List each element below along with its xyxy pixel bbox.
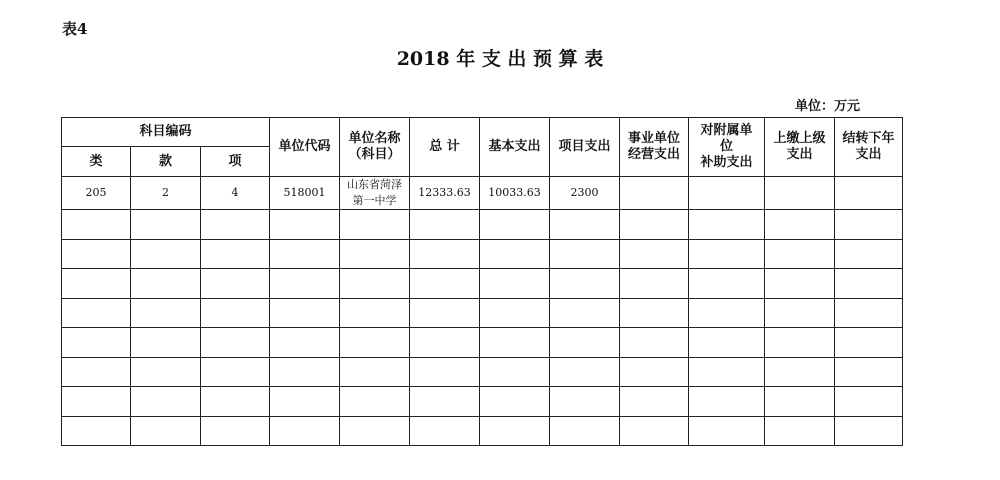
empty-row: [62, 357, 903, 387]
cell-upper: [765, 177, 835, 210]
header-business-expenditure: [620, 118, 689, 177]
cell-carry: [835, 177, 903, 210]
header-carry-line1: 结转下年: [842, 131, 895, 146]
empty-row: [62, 416, 903, 446]
cell-class: 205: [62, 177, 131, 210]
cell-basic: 10033.63: [480, 177, 550, 210]
table-row: [62, 177, 903, 210]
empty-row: [62, 328, 903, 358]
header-business-line1: 事业单位: [627, 131, 680, 146]
cell-total: 12333.63: [410, 177, 480, 210]
header-item: 项: [201, 147, 270, 177]
header-subsidy-expenditure: [689, 118, 765, 177]
header-subsidy-line1: 对附属单: [700, 123, 753, 138]
cell-project: 2300: [550, 177, 620, 210]
header-upper-expenditure: [765, 118, 835, 177]
header-business-line2: 经营支出: [627, 147, 680, 162]
header-subsidy-line3: 补助支出: [700, 155, 753, 170]
header-project-expenditure: 项目支出: [550, 118, 620, 177]
table-number: 表4: [62, 20, 88, 38]
header-subject-code: 科目编码: [62, 118, 270, 147]
header-unit-name: [340, 118, 410, 177]
header-class: 类: [62, 147, 131, 177]
empty-row: [62, 298, 903, 328]
empty-row: [62, 210, 903, 240]
cell-unit-name-line1: 山东省菏泽: [347, 178, 402, 191]
header-total: 总 计: [410, 118, 480, 177]
empty-row: [62, 239, 903, 269]
cell-unit-name: [340, 177, 410, 210]
cell-subsidy: [689, 177, 765, 210]
header-unit-name-line2: （科目）: [348, 147, 401, 162]
cell-unit-code: 518001: [270, 177, 340, 210]
header-upper-line2: 支出: [786, 147, 813, 162]
header-carry-forward-expenditure: [835, 118, 903, 177]
unit-note: 单位：万元: [795, 99, 861, 114]
header-upper-line1: 上缴上级: [773, 131, 826, 146]
cell-unit-name-line2: 第一中学: [352, 194, 397, 207]
page-title: 2018 年 支 出 预 算 表: [396, 48, 604, 70]
cell-item: 4: [201, 177, 270, 210]
header-carry-line2: 支出: [855, 147, 882, 162]
empty-row: [62, 387, 903, 417]
header-unit-name-line1: 单位名称: [348, 131, 401, 146]
header-section: 款: [131, 147, 201, 177]
header-subsidy-line2: 位: [719, 139, 733, 154]
empty-row: [62, 269, 903, 299]
expenditure-budget-table: [61, 117, 903, 446]
header-unit-code: 单位代码: [270, 118, 340, 177]
cell-section: 2: [131, 177, 201, 210]
header-basic-expenditure: 基本支出: [480, 118, 550, 177]
cell-business: [620, 177, 689, 210]
